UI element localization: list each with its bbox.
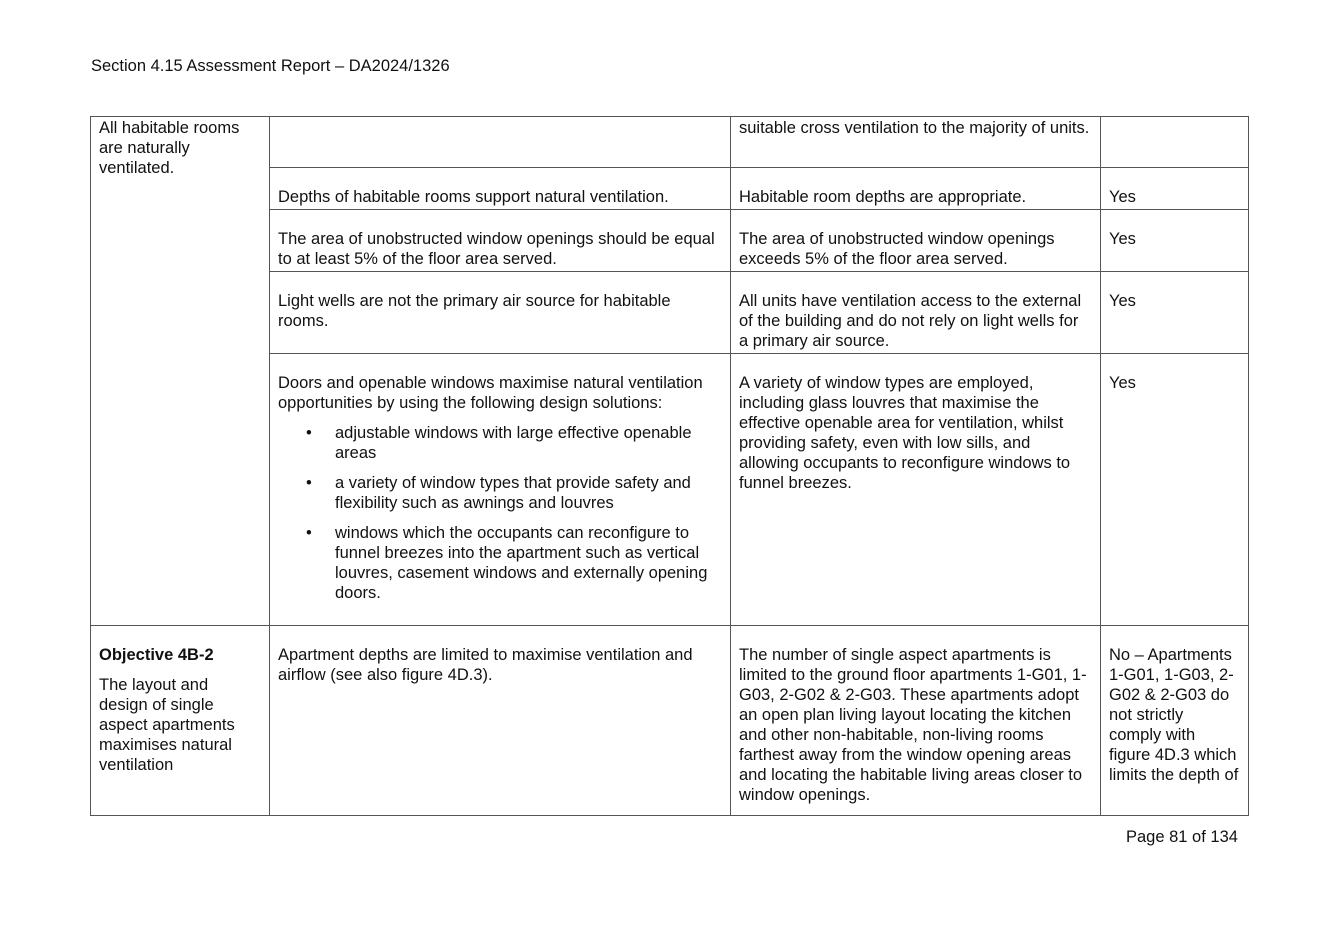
proposal-cell: The area of unobstructed window openings exceeds 5% of the floor area served. <box>731 210 1101 272</box>
table-row <box>91 626 1249 816</box>
proposal-cell: A variety of window types are employed, including glass louvres that maximise the effective openable area for ventilation, whilst providing safety, even with low sills, and allowing occupants to reconfigure windows to funnel breezes. <box>731 354 1101 626</box>
control-cell: Apartment depths are limited to maximise ventilation and airflow (see also figure 4D.3). <box>270 626 731 816</box>
compliance-table <box>90 116 1249 816</box>
complies-cell: Yes <box>1101 210 1249 272</box>
control-cell: Depths of habitable rooms support natural ventilation. <box>270 168 731 210</box>
control-cell <box>270 117 731 168</box>
objective-text: The layout and design of single aspect apartments maximises natural ventilation <box>99 676 235 774</box>
proposal-cell: All units have ventilation access to the external of the building and do not rely on light wells for a primary air source. <box>731 272 1101 354</box>
complies-cell <box>1101 117 1249 168</box>
objective-cell <box>91 117 270 626</box>
proposal-cell: The number of single aspect apartments is limited to the ground floor apartments 1-G01, 1-G03, 2-G02 & 2-G03. These apartments adopt an open plan living layout locating the kitchen and other non-habitable, non-living rooms farthest away from the window opening areas and locating the habitable living areas closer to window openings. <box>731 626 1101 816</box>
control-cell <box>270 354 731 626</box>
complies-cell: No – Apartments 1-G01, 1-G03, 2-G02 & 2-G03 do not strictly comply with figure 4D.3 which limits the depth of <box>1101 626 1249 816</box>
proposal-cell: suitable cross ventilation to the majority of units. <box>731 117 1101 168</box>
proposal-cell: Habitable room depths are appropriate. <box>731 168 1101 210</box>
control-cell: Light wells are not the primary air source for habitable rooms. <box>270 272 731 354</box>
page-number: Page 81 of 134 <box>1126 828 1238 846</box>
list-item: • adjustable windows with large effective openable areas <box>335 423 722 463</box>
objective-cell <box>91 626 270 816</box>
list-item: • windows which the occupants can reconfigure to funnel breezes into the apartment such as vertical louvres, casement windows and externally opening doors. <box>335 523 722 603</box>
complies-cell: Yes <box>1101 272 1249 354</box>
complies-cell: Yes <box>1101 354 1249 626</box>
control-cell: The area of unobstructed window openings should be equal to at least 5% of the floor area served. <box>270 210 731 272</box>
design-solutions-list <box>278 423 722 603</box>
table-row <box>91 117 1249 168</box>
objective-title: Objective 4B-2 <box>99 646 214 664</box>
list-item: • a variety of window types that provide safety and flexibility such as awnings and louvres <box>335 473 722 513</box>
complies-cell: Yes <box>1101 168 1249 210</box>
report-header: Section 4.15 Assessment Report – DA2024/1326 <box>91 57 450 75</box>
objective-text: All habitable rooms are naturally ventilated. <box>99 119 240 177</box>
control-intro: Doors and openable windows maximise natural ventilation opportunities by using the following design solutions: <box>278 374 703 412</box>
